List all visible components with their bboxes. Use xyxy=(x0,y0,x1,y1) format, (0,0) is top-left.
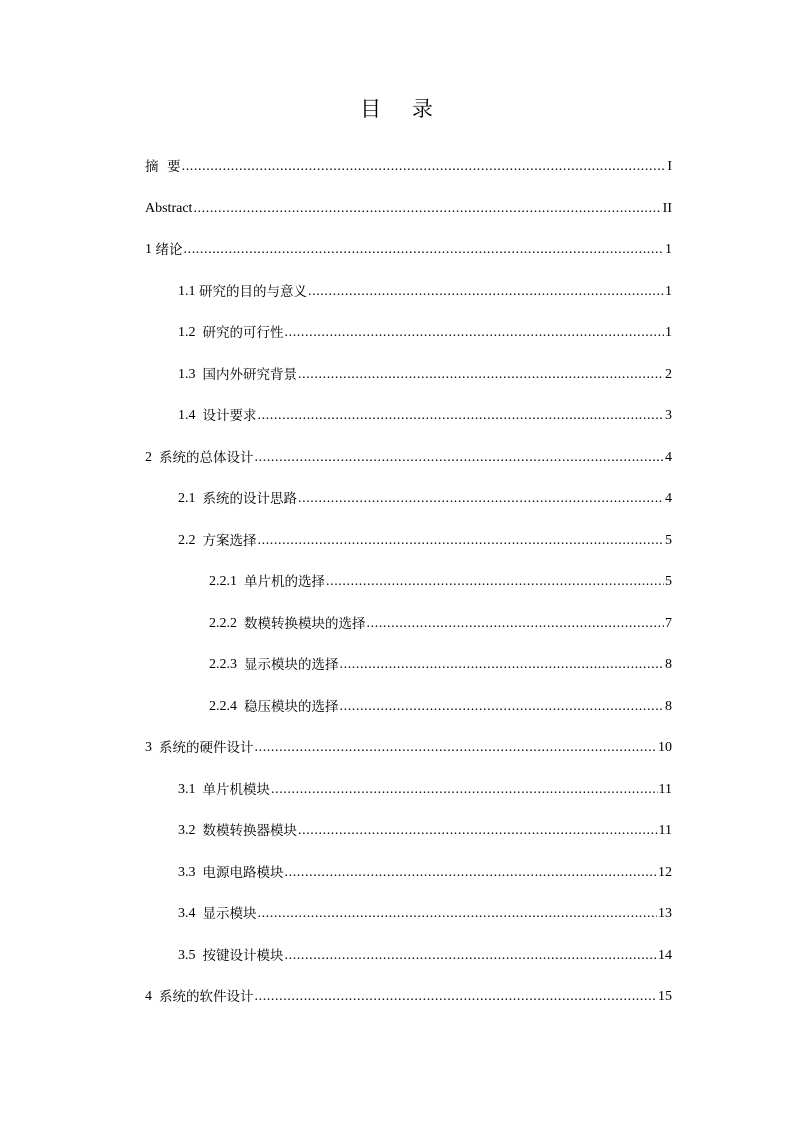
toc-entry[interactable] xyxy=(145,146,672,176)
toc-entry[interactable] xyxy=(209,644,672,674)
toc-entry-number: 3.5 xyxy=(178,947,203,963)
toc-entry-page-number: 14 xyxy=(658,947,672,963)
toc-entry-number: 2.2.2 xyxy=(209,615,244,631)
toc-entry-label: 系统的总体设计 xyxy=(159,449,254,466)
toc-entry-number: 1.4 xyxy=(178,408,203,423)
toc-dot-leader xyxy=(308,283,664,301)
toc-entry-page-number: 13 xyxy=(658,906,672,921)
toc-entry-number: 2.2 xyxy=(178,532,203,548)
toc-entry-page-number: 2 xyxy=(665,366,672,382)
toc-dot-leader xyxy=(255,449,665,467)
toc-dot-leader xyxy=(193,200,661,218)
toc-entry[interactable] xyxy=(178,769,672,799)
toc-entry-number: 2.1 xyxy=(178,491,203,506)
toc-entry[interactable] xyxy=(178,271,672,301)
toc-entry-page-number: 4 xyxy=(665,491,672,506)
toc-entry-number: 3.1 xyxy=(178,781,203,797)
page-title: 目 录 xyxy=(360,97,445,121)
toc-entry-number: 1 xyxy=(145,242,156,257)
toc-entry-page-number: 7 xyxy=(665,615,672,631)
toc-entry-number: 2.2.3 xyxy=(209,657,244,672)
toc-entry-page-number: 1 xyxy=(665,283,672,299)
toc-entry-page-number: 5 xyxy=(665,532,672,548)
toc-entry[interactable] xyxy=(209,686,672,716)
toc-entry[interactable] xyxy=(178,935,672,965)
toc-entry[interactable] xyxy=(178,395,672,425)
toc-dot-leader xyxy=(298,490,664,508)
toc-dot-leader xyxy=(255,739,658,757)
toc-entry-number: 3.2 xyxy=(178,823,203,838)
toc-entry-label: 显示模块的选择 xyxy=(244,657,339,673)
toc-entry[interactable] xyxy=(178,478,672,508)
toc-entry-number: 3.3 xyxy=(178,864,203,880)
toc-entry-page-number: 3 xyxy=(665,408,672,423)
toc-entry-label: 单片机的选择 xyxy=(244,574,325,590)
toc-dot-leader xyxy=(326,573,664,591)
toc-entry-label: Abstract xyxy=(145,200,193,216)
toc-entry-number: 1.1 xyxy=(178,283,199,299)
toc-dot-leader xyxy=(367,615,665,633)
toc-entry[interactable] xyxy=(178,354,672,384)
toc-dot-leader xyxy=(340,656,665,674)
toc-entry[interactable] xyxy=(145,976,672,1006)
toc-dot-leader xyxy=(298,822,658,840)
toc-entry[interactable] xyxy=(178,893,672,923)
toc-entry-label: 设计要求 xyxy=(202,408,257,424)
toc-dot-leader xyxy=(258,905,658,923)
toc-entry[interactable] xyxy=(209,561,672,591)
toc-dot-leader xyxy=(298,366,664,384)
toc-entry-page-number: 8 xyxy=(665,657,672,672)
toc-entry-number: 3.4 xyxy=(178,906,203,921)
toc-entry-label: 方案选择 xyxy=(202,532,257,549)
toc-entry-label: 系统的软件设计 xyxy=(159,989,254,1005)
toc-entry-number: 2 xyxy=(145,449,159,465)
toc-entry-page-number: II xyxy=(662,200,672,216)
toc-entry-number: 3 xyxy=(145,740,159,755)
toc-entry-label: 单片机模块 xyxy=(202,781,270,798)
toc-entry[interactable] xyxy=(178,312,672,342)
toc-entry-label: 电源电路模块 xyxy=(202,864,284,881)
toc-entry-label: 稳压模块的选择 xyxy=(244,698,339,715)
toc-entry-page-number: 1 xyxy=(665,242,672,257)
toc-entry-label: 研究的可行性 xyxy=(202,325,284,341)
toc-entry-label: 摘 要 xyxy=(145,159,181,175)
toc-entry-page-number: 11 xyxy=(658,781,672,797)
toc-dot-leader xyxy=(271,781,658,799)
toc-dot-leader xyxy=(285,324,665,342)
toc-entry[interactable] xyxy=(178,810,672,840)
toc-entry-number: 1.3 xyxy=(178,366,203,382)
toc-entry-label: 数模转换模块的选择 xyxy=(244,615,366,632)
toc-dot-leader xyxy=(285,864,658,882)
toc-dot-leader xyxy=(184,241,665,259)
toc-entry-number: 2.2.1 xyxy=(209,574,244,589)
toc-entry-page-number: 5 xyxy=(665,574,672,589)
toc-dot-leader xyxy=(340,698,665,716)
toc-entry-page-number: 10 xyxy=(658,740,672,755)
toc-entry[interactable] xyxy=(209,603,672,633)
toc-entry-page-number: 12 xyxy=(658,864,672,880)
toc-dot-leader xyxy=(285,947,658,965)
toc-entry-label: 按键设计模块 xyxy=(202,947,284,964)
toc-entry-page-number: 11 xyxy=(658,823,672,838)
toc-dot-leader xyxy=(258,532,665,550)
toc-entry[interactable] xyxy=(145,229,672,259)
toc-entry-label: 系统的硬件设计 xyxy=(159,740,254,756)
toc-entry-number: 2.2.4 xyxy=(209,698,244,714)
toc-entry[interactable] xyxy=(178,520,672,550)
toc-entry-label: 系统的设计思路 xyxy=(202,491,297,507)
toc-entry-label: 国内外研究背景 xyxy=(202,366,297,383)
toc-entry-number: 4 xyxy=(145,989,159,1004)
toc-entry-label: 数模转换器模块 xyxy=(202,823,297,839)
toc-entry-page-number: 15 xyxy=(658,989,672,1004)
toc-entry[interactable] xyxy=(178,852,672,882)
toc-entry-label: 绪论 xyxy=(155,242,183,258)
toc-entry-label: 显示模块 xyxy=(202,906,257,922)
toc-dot-leader xyxy=(255,988,658,1006)
toc-entry-number: 1.2 xyxy=(178,325,203,340)
toc-entry[interactable] xyxy=(145,437,672,467)
toc-entry-page-number: 1 xyxy=(665,325,672,340)
toc-entry[interactable] xyxy=(145,727,672,757)
toc-entry-label: 研究的目的与意义 xyxy=(199,283,307,300)
toc-dot-leader xyxy=(182,158,667,176)
toc-entry[interactable] xyxy=(145,188,672,218)
toc-entry-page-number: I xyxy=(667,159,672,174)
toc-dot-leader xyxy=(258,407,665,425)
toc-entry-page-number: 4 xyxy=(665,449,672,465)
toc-entry-page-number: 8 xyxy=(665,698,672,714)
